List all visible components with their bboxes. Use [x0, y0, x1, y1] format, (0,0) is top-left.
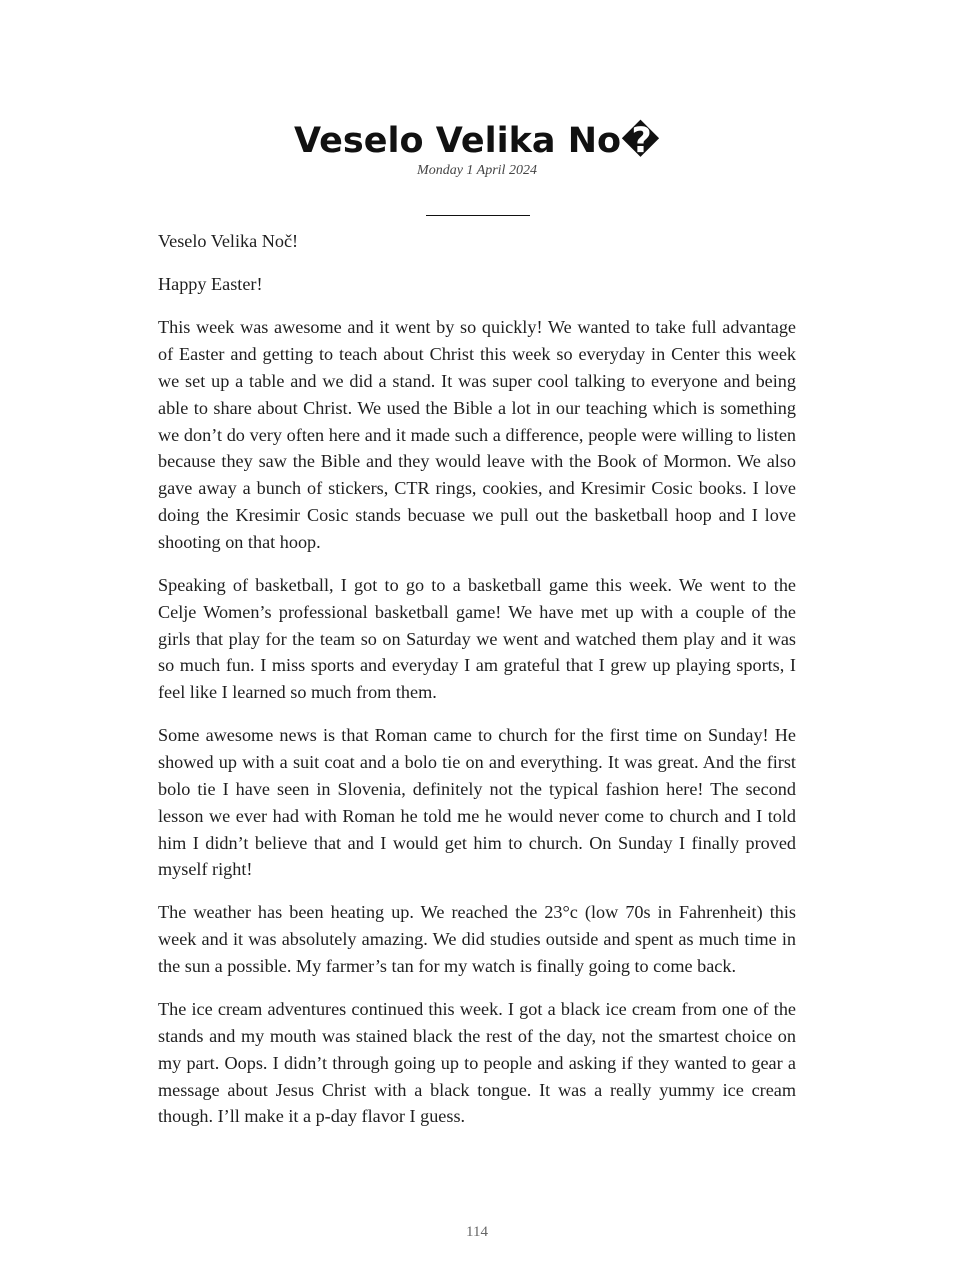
paragraph-ice-cream: The ice cream adventures continued this week. I got a black ice cream from one of the stands and my mouth was stained black the rest of the day, not the smartest choice on my part. Oops. I didn’t through going up to people and asking if they wanted to gear a message about Jesus Christ with a black tongue. It was a really yummy ice cream though. I’ll make it a p-day flavor I guess.: [158, 999, 796, 1127]
page-title: Veselo Velika No�: [294, 121, 660, 161]
paragraph-roman: Some awesome news is that Roman came to church for the first time on Sunday! He showed up with a suit coat and a bolo tie on and everything. It was great. And the first bolo tie I have seen in Slovenia, definitely not the typical fashion here! The second lesson we ever had with Roman he told me he would never come to church and I told him I didn’t believe that and I would get him to church. On Sunday I finally proved myself right!: [158, 725, 796, 880]
paragraph-easter-week: This week was awesome and it went by so quickly! We wanted to take full advantage of Easter and getting to teach about Christ this week so everyday in Center this week we set up a table and we did a stand. It was super cool talking to everyone and being able to share about Christ. We used the Bible a lot in our teaching which is something we don’t do very often here and it made such a difference, people were willing to listen because they saw the Bible and they would leave with the Book of Mormon. We also gave away a bunch of stickers, CTR rings, cookies, and Kresimir Cosic books. I love doing the Kresimir Cosic stands becuase we pull out the basketball hoop and I love shooting on that hoop.: [158, 317, 796, 552]
post-date: Monday 1 April 2024: [417, 163, 537, 178]
page-number: 114: [466, 1224, 488, 1240]
article-body: [158, 228, 796, 1147]
paragraph-happy-easter: Happy Easter!: [158, 274, 263, 295]
paragraph-greeting: Veselo Velika Noč!: [158, 231, 299, 251]
title-divider: [426, 215, 530, 216]
paragraph-weather: The weather has been heating up. We reached the 23°c (low 70s in Fahrenheit) this week and it was absolutely amazing. We did studies outside and spent as much time in the sun a possible. My farmer’s tan for my watch is finally going to come back.: [158, 902, 796, 977]
paragraph-basketball: Speaking of basketball, I got to go to a basketball game this week. We went to the Celje Women’s professional basketball game! We have met up with a couple of the girls that play for the team so on Saturday we went and watched them play and it was so much fun. I miss sports and everyday I am grateful that I grew up playing sports, I feel like I learned so much from them.: [158, 574, 796, 703]
